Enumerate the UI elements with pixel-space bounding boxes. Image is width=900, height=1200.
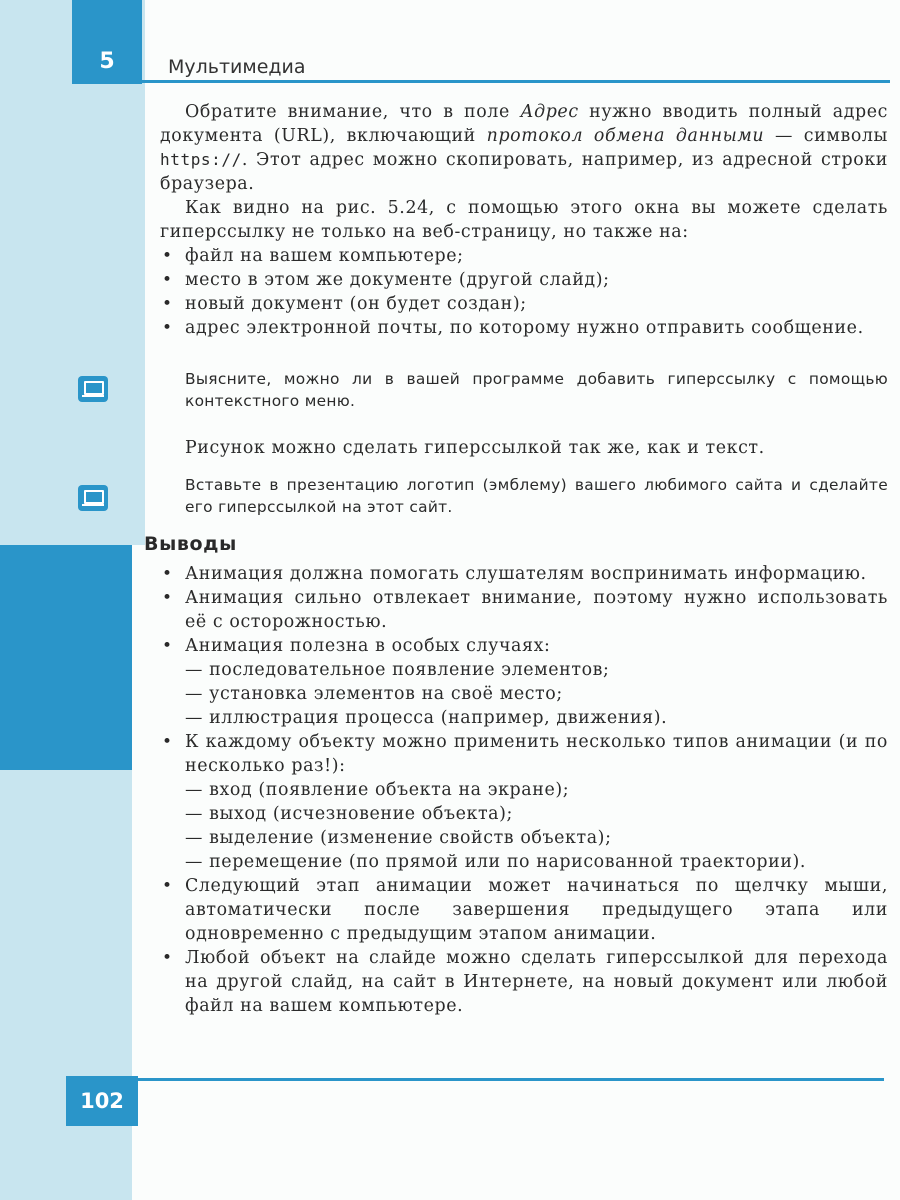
- conclusions-list: [160, 562, 888, 1018]
- sublist-item: — установка элементов на своё место;: [185, 684, 563, 704]
- paragraph-address: Обратите внимание, что в поле Адрес нужно вводить полный адрес документа (URL), включающий протокол обмена данными — символы https://. Этот адрес можно скопировать, например, из адресной строки браузера.: [160, 102, 889, 194]
- margin-band-bottom: [0, 770, 132, 1200]
- list-item: • адрес электронной почты, по которому нужно отправить сообщение.: [160, 316, 888, 340]
- hyperlink-targets-list: [160, 244, 888, 340]
- sublist: [185, 778, 888, 874]
- paragraph-image-hyperlink: Рисунок можно сделать гиперссылкой так же, как и текст.: [185, 438, 765, 458]
- sublist-item: — вход (появление объекта на экране);: [185, 780, 570, 800]
- sublist-item: — иллюстрация процесса (например, движения).: [185, 708, 668, 728]
- task-context-menu: Выясните, можно ли в вашей программе добавить гиперссылку с помощью контекстного меню.: [185, 370, 888, 410]
- list-item: • Анимация должна помогать слушателям воспринимать информацию.: [160, 562, 888, 586]
- paragraph-hyperlink-targets: Как видно на рис. 5.24, с помощью этого окна вы можете сделать гиперссылку не только на веб-страницу, но также на:: [160, 198, 888, 242]
- chapter-number: 5: [72, 0, 142, 84]
- sublist: [185, 658, 888, 730]
- list-item: • Анимация полезна в особых случаях: — последовательное появление элементов; — установка элементов на своё место; — иллюстрация процесса (например, движения).: [160, 634, 888, 730]
- margin-band-conclusions: [0, 545, 132, 770]
- list-item: • Следующий этап анимации может начинаться по щелчку мыши, автоматически после завершения предыдущего этапа или одновременно с предыдущим этапом анимации.: [160, 874, 888, 946]
- sublist-item: — выделение (изменение свойств объекта);: [185, 828, 612, 848]
- computer-icon: [78, 485, 108, 511]
- list-item: • файл на вашем компьютере;: [160, 244, 888, 268]
- sublist-item: — последовательное появление элементов;: [185, 660, 610, 680]
- list-item: • новый документ (он будет создан);: [160, 292, 888, 316]
- conclusions-heading: Выводы: [144, 533, 237, 555]
- chapter-title: Мультимедиа: [168, 56, 306, 78]
- computer-icon: [78, 376, 108, 402]
- list-item: • место в этом же документе (другой слайд);: [160, 268, 888, 292]
- task-insert-logo: Вставьте в презентацию логотип (эмблему) вашего любимого сайта и сделайте его гиперссылкой на этот сайт.: [185, 476, 888, 516]
- term-protocol: протокол обмена данными: [486, 126, 765, 146]
- field-name: Адрес: [520, 102, 579, 122]
- list-item: • Анимация сильно отвлекает внимание, поэтому нужно использовать её с осторожностью.: [160, 586, 888, 634]
- list-item: • Любой объект на слайде можно сделать гиперссылкой для перехода на другой слайд, на сайт в Интернете, на новый документ или любой файл на вашем компьютере.: [160, 946, 888, 1018]
- sublist-item: — перемещение (по прямой или по нарисованной траектории).: [185, 852, 807, 872]
- page-content: [144, 100, 889, 1018]
- footer-divider: [132, 1078, 884, 1081]
- code-protocol: https://: [160, 150, 242, 169]
- page-number: 102: [66, 1076, 138, 1126]
- sublist-item: — выход (исчезновение объекта);: [185, 804, 513, 824]
- list-item: • К каждому объекту можно применить несколько типов анимации (и по несколько раз!): — вход (появление объекта на экране); — выход (исчезновение объекта); — выделение (изменение свойств объекта); — перемещение (по прямой или по нарисованной траектории).: [160, 730, 888, 874]
- header-divider: [142, 80, 890, 83]
